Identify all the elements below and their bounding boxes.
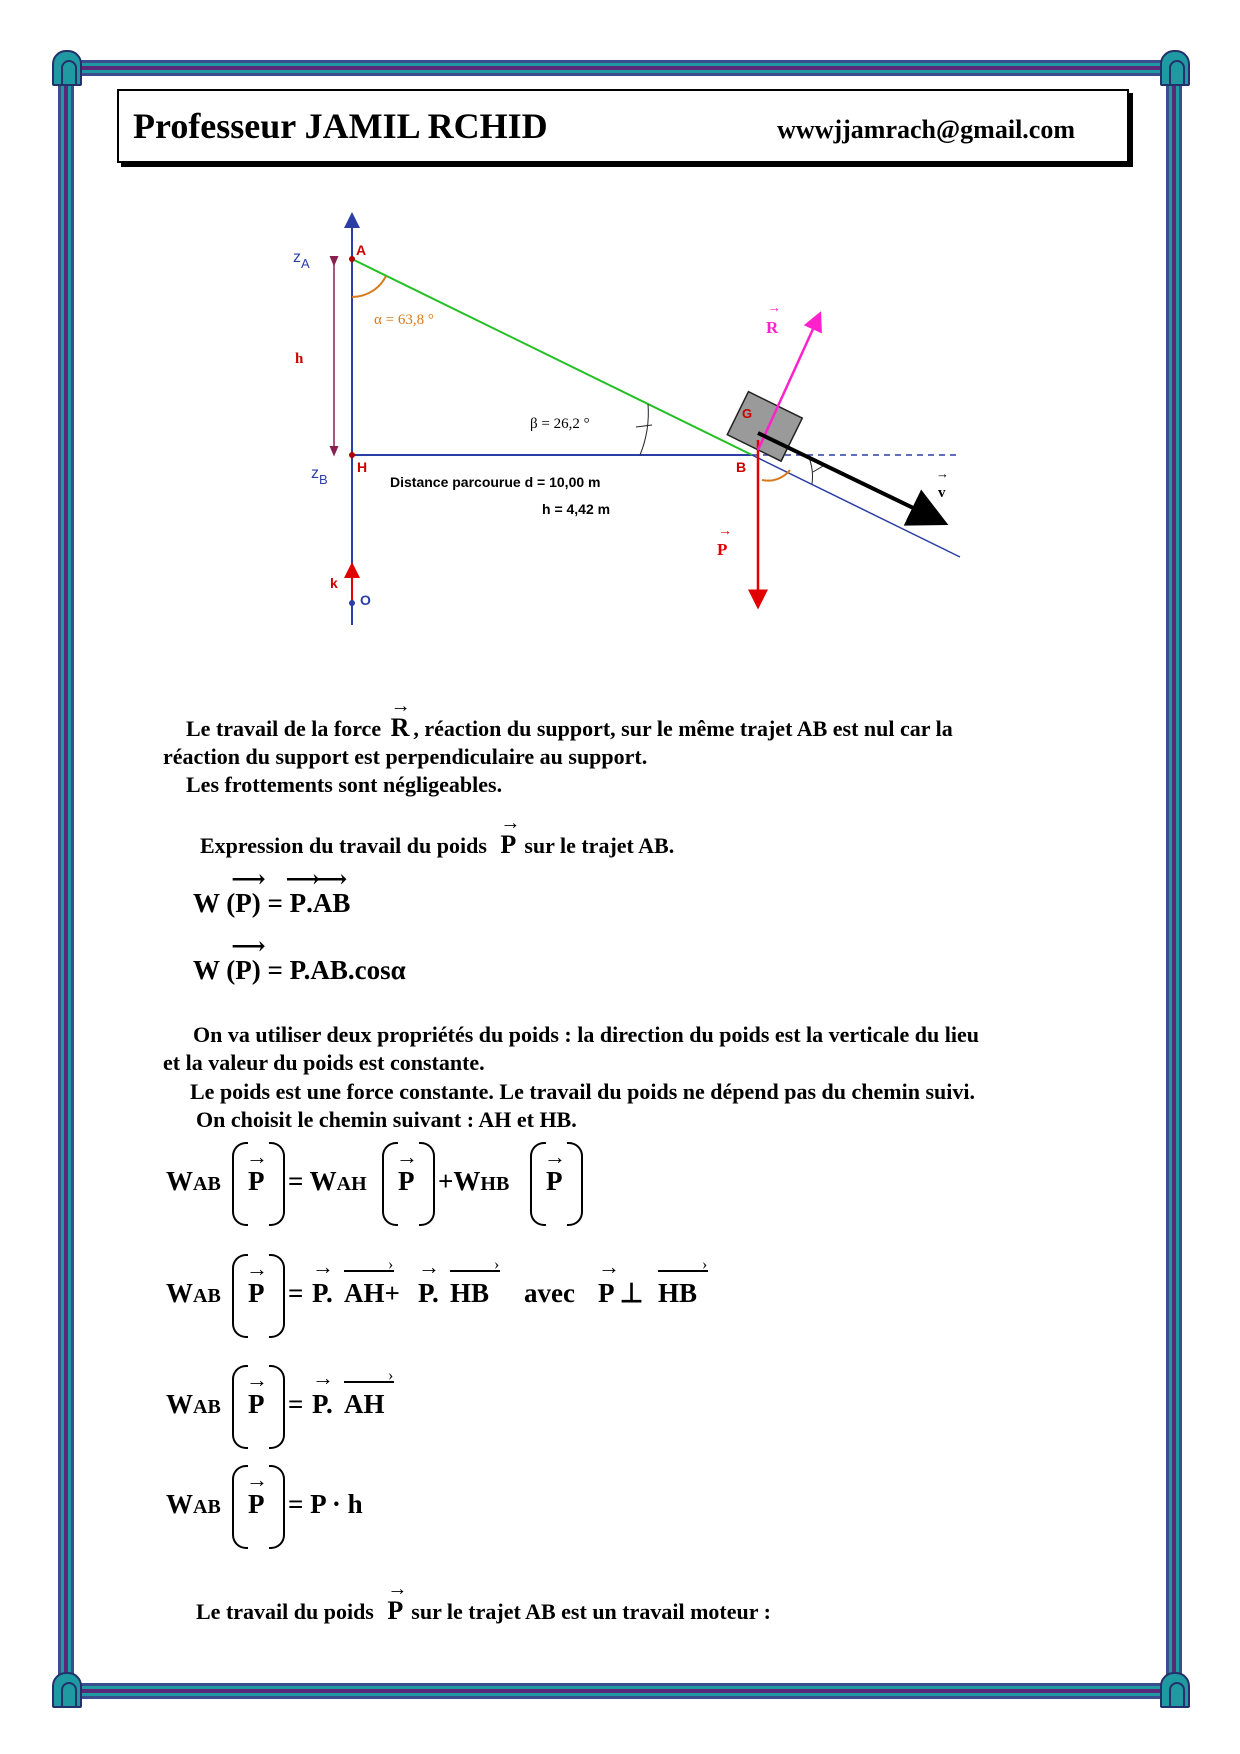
frame-bottom — [60, 1683, 1180, 1699]
vector-R: → R — [390, 695, 411, 742]
label-distance: Distance parcourue d = 10,00 m — [390, 474, 601, 490]
para-properties-line2: et la valeur du poids est constante. — [163, 1050, 485, 1075]
para-path-choice: On choisit le chemin suivant : AH et HB. — [196, 1107, 577, 1132]
label-O: O — [360, 592, 371, 608]
label-zB: $z_B$ — [311, 465, 328, 487]
formula-work-dot-product: W ( ⟶ P) = ⟶ P. ⟶ AB — [193, 867, 351, 918]
support-line — [752, 455, 960, 557]
author-email: wwwjjamrach@gmail.com — [777, 115, 1075, 144]
corner-ornament-bl — [52, 1672, 82, 1708]
corner-ornament-br — [1160, 1672, 1190, 1708]
label-k: k — [330, 575, 338, 591]
vector-P-final: → P — [387, 1578, 408, 1625]
label-A: A — [356, 242, 367, 258]
author-name: Professeur JAMIL RCHID — [133, 106, 548, 146]
svg-text:→: → — [767, 299, 781, 315]
para-reaction-line2: réaction du support est perpendiculaire au support. — [163, 744, 648, 769]
svg-text:→: → — [718, 522, 732, 538]
label-H: H — [357, 459, 368, 475]
label-h: h — [295, 351, 304, 367]
label-zA: $z_A$ — [293, 249, 310, 271]
label-alpha: α = 63,8 ° — [374, 312, 434, 328]
beta-arc — [640, 404, 648, 455]
para-friction: Les frottements sont négligeables. — [186, 772, 503, 797]
equation-1: WAB P → = WAH P → +WHB P → — [166, 1142, 606, 1232]
formula-work-cos: W ( ⟶ P) = P.AB.cosα — [193, 934, 406, 985]
point-H — [349, 452, 355, 458]
label-beta: β = 26,2 ° — [530, 416, 590, 432]
inclined-plane-figure — [0, 0, 1240, 680]
para-constant-force: Le poids est une force constante. Le travail du poids ne dépend pas du chemin suivi. — [190, 1079, 975, 1104]
para-reaction-line1: Le travail de la force → R , réaction du support, sur le même trajet AB est nul car la — [186, 695, 953, 742]
vector-P: → P — [500, 812, 521, 859]
para-motor-work: Le travail du poids → P sur le trajet AB est un travail moteur : — [196, 1578, 771, 1625]
point-A — [349, 256, 355, 262]
label-v: v — [938, 485, 946, 501]
para-properties-line1: On va utiliser deux propriétés du poids : la direction du poids est la verticale du lieu — [193, 1022, 979, 1047]
para-expression: Expression du travail du poids → P sur le trajet AB. — [200, 812, 675, 859]
svg-text:→: → — [936, 466, 949, 481]
label-G: G — [742, 406, 753, 421]
label-P: P — [717, 540, 728, 559]
equation-3: WAB P → = → P. › AH — [166, 1365, 426, 1455]
alpha-arc — [352, 276, 386, 297]
label-B: B — [736, 459, 747, 475]
label-height: h = 4,42 m — [542, 501, 611, 517]
equation-4: WAB P → = P · h — [166, 1465, 386, 1555]
equation-2: WAB P → = → P. › AH+ → P. › HB avec → P ⊥ › HB — [166, 1254, 726, 1344]
label-R: R — [766, 318, 779, 337]
point-O — [349, 600, 355, 606]
